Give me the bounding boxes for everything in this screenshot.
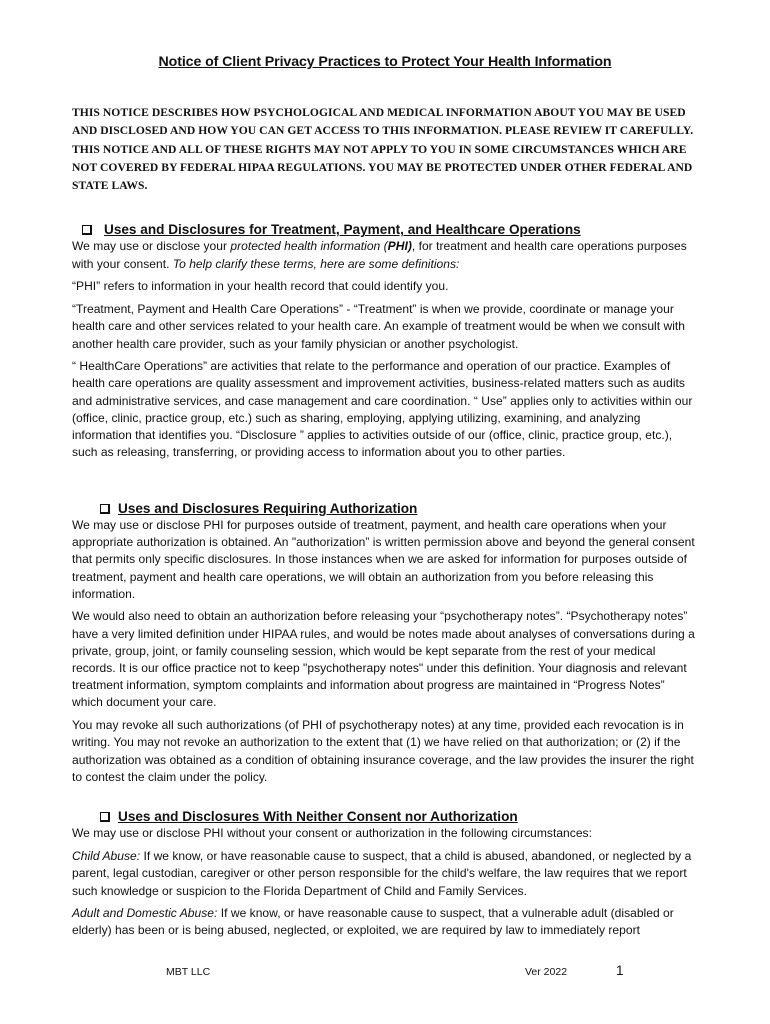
spacer [72,791,698,808]
paragraph-no-consent-intro: We may use or disclose PHI without your consent or authorization in the following circumstances: [72,826,592,841]
footer-company: MBT LLC [166,966,211,978]
text-run-italic: protected health information ( [230,239,388,254]
text-run-italic: To help clarify these terms, here are some definitions: [172,256,460,271]
footer-version: Ver 2022 [525,966,568,978]
checkbox-bullet-icon [82,225,92,235]
section-heading-treatment [82,221,698,238]
paragraph-revoke: You may revoke all such authorizations (of PHI of psychotherapy notes) at any time, provided each revocation is in writing. You may not revoke an authorization to the extent that (1) we have relied on that authorization; or (2) if the authorization was obtained as a condition of obtaining insurance coverage, and the law provides the insurer the right to contest the claim under the policy. [72,718,694,784]
page-title: Notice of Client Privacy Practices to Protect Your Health Information [158,54,612,70]
paragraph-phi-definition: “PHI” refers to information in your health record that could identify you. [72,279,449,294]
checkbox-bullet-icon [100,504,110,514]
text-run-bold: PHI) [387,239,412,254]
section-heading-no-consent [100,808,698,825]
paragraph-phi-intro [72,238,698,272]
paragraph-psychotherapy-notes: We would also need to obtain an authorization before releasing your “psychotherapy notes”. “Psychotherapy notes” have a very limited definition under HIPAA rules, and would be notes made about analyses of conversations during a private, group, joint, or family counseling session, which would be kept separate from the rest of your medical records. It is our office practice not to keep "psychotherapy notes" under this definition. Your diagnosis and relevant treatment information, symptom complaints and information about progress are maintained in “Progress Notes” which document your care. [72,609,695,710]
paragraph-operations-definition: “ HealthCare Operations” are activities that relate to the performance and operation of our practice. Examples of health care operations are quality assessment and improvement activities, business-related matters such as audits and administrative services, and case management and care coordination. “ Use” applies only to activities within our (office, clinic, practice group, etc.) such as sharing, employing, applying utilizing, examining, and analyzing information that identifies you. “Disclosure ” applies to activities outside of our (office, clinic, practice group, etc.), such as releasing, transferring, or providing access to information about you to other parties. [72,359,693,460]
paragraph-treatment-definition: “Treatment, Payment and Health Care Operations” - “Treatment” is when we provide, coordinate or manage your health care and other services related to your health care. An example of treatment would be when we consult with another health care provider, such as your family physician or another psychologist. [72,302,685,351]
paragraph-child-abuse [72,848,698,900]
paragraph-adult-abuse [72,905,698,939]
text-run: , for treatment and health care operations purposes with your consent. [72,239,687,271]
text-run-italic: Child Abuse: [72,849,141,864]
text-run: If we know, or have reasonable cause to suspect, that a vulnerable adult (disabled or elderly) has been or is being abused, neglected, or exploited, we are required by law to immediately report [72,906,674,938]
section-heading-text: Uses and Disclosures With Neither Consent nor Authorization [118,809,518,825]
section-heading-text: Uses and Disclosures for Treatment, Payment, and Healthcare Operations [104,222,581,238]
checkbox-bullet-icon [100,812,110,822]
section-heading-authorization [100,500,698,517]
notice-paragraph: THIS NOTICE DESCRIBES HOW PSYCHOLOGICAL AND MEDICAL INFORMATION ABOUT YOU MAY BE USED AND DISCLOSED AND HOW YOU CAN GET ACCESS TO THIS INFORMATION. PLEASE REVIEW IT CAREFULLY. THIS NOTICE AND ALL OF THESE RIGHTS MAY NOT APPLY TO YOU IN SOME CIRCUMSTANCES WHICH ARE NOT COVERED BY FEDERAL HIPAA REGULATIONS. YOU MAY BE PROTECTED UNDER OTHER FEDERAL AND STATE LAWS. [72,106,694,193]
text-run: We may use or disclose your [72,239,231,254]
spacer [72,467,698,500]
text-run-italic: Adult and Domestic Abuse: [72,906,218,921]
document-body [72,54,698,945]
paragraph-authorization: We may use or disclose PHI for purposes outside of treatment, payment, and health care operations when your appropriate authorization is obtained. An "authorization” is written permission above and beyond the general consent that permits only specific disclosures. In those instances when we are asked for information for purposes outside of treatment, payment and health care operations, we will obtain an authorization from you before releasing this information. [72,517,695,601]
text-run: If we know, or have reasonable cause to suspect, that a child is abused, abandoned, or neglected by a parent, legal custodian, caregiver or other person responsible for the child's welfare, the law requires that we report such knowledge or suspicion to the Florida Department of Child and Family Services. [72,849,692,898]
section-heading-text: Uses and Disclosures Requiring Authorization [118,500,418,516]
page-number: 1 [616,963,624,978]
